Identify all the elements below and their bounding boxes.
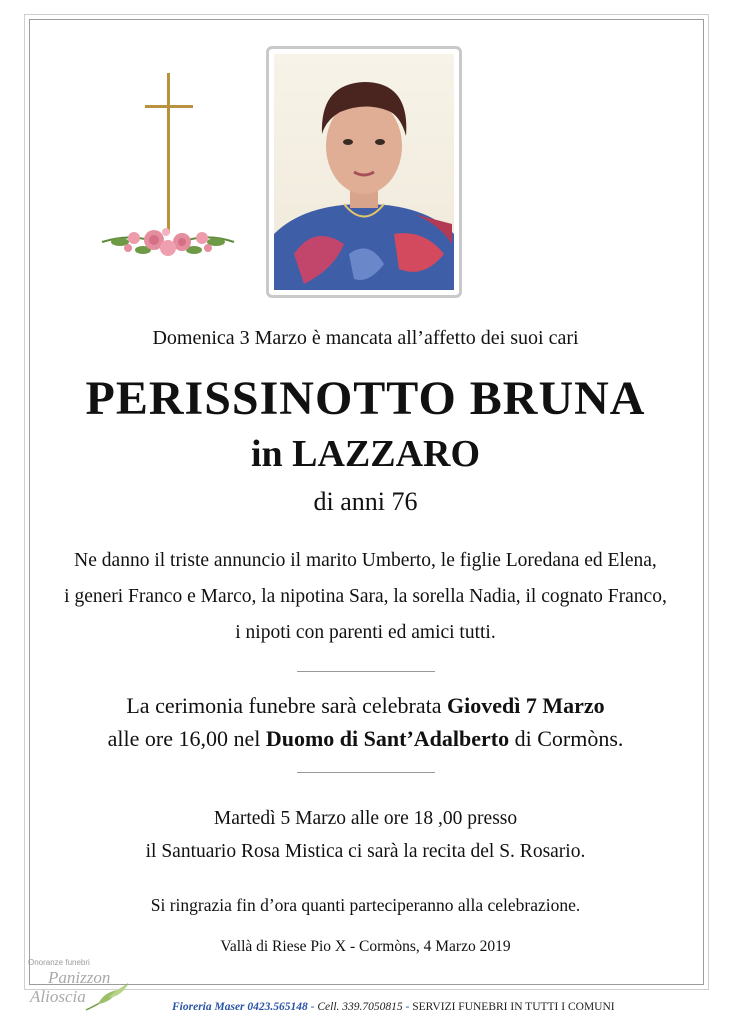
ceremony-line-2 xyxy=(0,722,731,755)
cross-with-roses-icon xyxy=(98,70,238,270)
ceremony-town: di Cormòns. xyxy=(509,726,624,751)
rosary-line: Martedì 5 Marzo alle ore 18 ,00 presso xyxy=(213,808,518,829)
ceremony-line-1 xyxy=(0,689,731,722)
services-text: SERVIZI FUNEBRI IN TUTTI I COMUNI xyxy=(412,1001,615,1013)
ceremony-date: Giovedì 7 Marzo xyxy=(447,693,605,718)
footer-separator: - xyxy=(402,1001,413,1013)
logo-subtitle: Onoranze funebri xyxy=(28,958,90,967)
ceremony-church: Duomo di Sant’Adalberto xyxy=(265,726,510,751)
ceremony-text: alle ore 16,00 nel xyxy=(107,726,266,751)
funeral-home-logo xyxy=(20,952,135,1018)
age-text: di anni 76 xyxy=(313,487,418,516)
announcement-paragraph xyxy=(0,543,731,651)
deceased-name: PERISSINOTTO BRUNA xyxy=(85,372,646,425)
announcement-line: Ne danno il triste annuncio il marito Umberto, le figlie Loredana ed Elena, xyxy=(74,550,657,571)
announcement-line: i nipoti con parenti ed amici tutti. xyxy=(235,622,496,643)
logo-line-1: Panizzon xyxy=(48,968,111,987)
portrait-photo xyxy=(274,54,454,290)
cell-contact: Cell. 339.7050815 xyxy=(317,1001,403,1013)
ceremony-paragraph xyxy=(0,689,731,755)
footer-separator: - xyxy=(307,1001,318,1013)
footer-contacts xyxy=(172,1001,615,1013)
leaf-icon xyxy=(84,980,130,1012)
divider xyxy=(297,772,435,773)
married-name: in LAZZARO xyxy=(250,433,481,475)
divider xyxy=(297,671,435,672)
rosary-line: il Santuario Rosa Mistica ci sarà la recita del S. Rosario. xyxy=(145,841,586,862)
announcement-line: i generi Franco e Marco, la nipotina Sara, la sorella Nadia, il cognato Franco, xyxy=(64,586,667,607)
portrait-frame xyxy=(266,46,462,298)
logo-line-2: Alioscia xyxy=(30,987,86,1006)
intro-text: Domenica 3 Marzo è mancata all’affetto dei suoi cari xyxy=(152,327,579,349)
rosary-paragraph xyxy=(0,802,731,868)
place-date: Vallà di Riese Pio X - Cormòns, 4 Marzo 2019 xyxy=(220,938,511,955)
ceremony-text: La cerimonia funebre sarà celebrata xyxy=(126,693,447,718)
thanks-text: Si ringrazia fin d’ora quanti parteciperanno alla celebrazione. xyxy=(150,895,581,915)
florist-contact: Fioreria Maser 0423.565148 xyxy=(172,1001,308,1013)
